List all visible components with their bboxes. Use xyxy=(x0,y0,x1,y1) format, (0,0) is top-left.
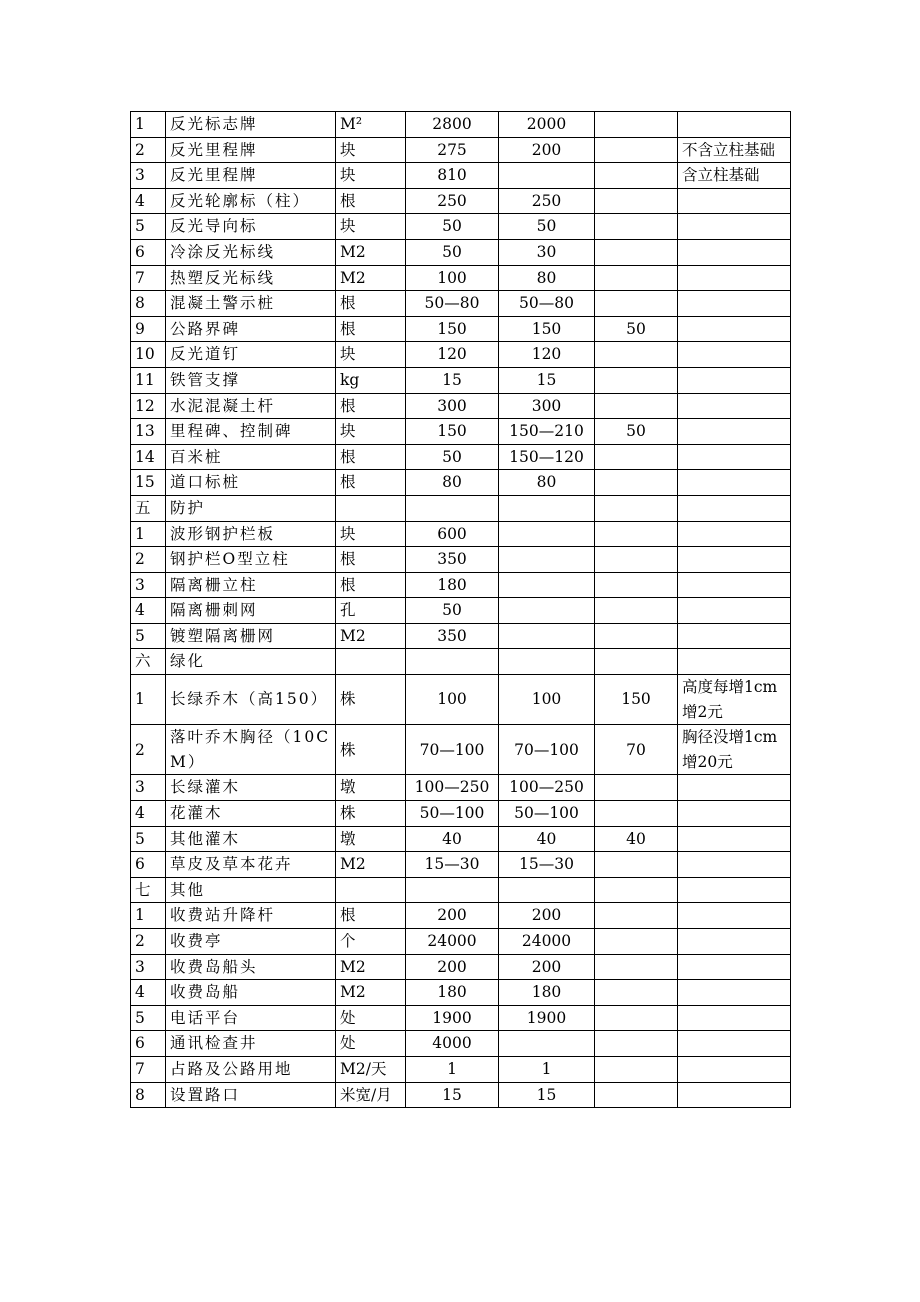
price-a: 350 xyxy=(406,623,499,649)
price-b: 150 xyxy=(499,316,595,342)
price-c xyxy=(595,214,678,240)
remark xyxy=(678,852,791,878)
unit: M2 xyxy=(336,852,406,878)
price-b: 30 xyxy=(499,239,595,265)
item-name: 混凝土警示桩 xyxy=(166,291,336,317)
unit: 根 xyxy=(336,572,406,598)
price-c xyxy=(595,775,678,801)
price-a: 15—30 xyxy=(406,852,499,878)
price-c xyxy=(595,1005,678,1031)
price-b: 1900 xyxy=(499,1005,595,1031)
row-number: 6 xyxy=(131,852,166,878)
unit xyxy=(336,649,406,675)
price-b: 300 xyxy=(499,393,595,419)
price-b: 200 xyxy=(499,137,595,163)
price-a: 150 xyxy=(406,316,499,342)
price-a: 50 xyxy=(406,598,499,624)
price-a: 350 xyxy=(406,547,499,573)
unit xyxy=(336,495,406,521)
price-c xyxy=(595,852,678,878)
price-a: 80 xyxy=(406,470,499,496)
row-number: 9 xyxy=(131,316,166,342)
table-row xyxy=(131,649,791,675)
item-name: 设置路口 xyxy=(166,1082,336,1108)
remark xyxy=(678,1056,791,1082)
price-b: 2000 xyxy=(499,112,595,138)
row-number: 五 xyxy=(131,495,166,521)
remark: 高度每增1cm增2元 xyxy=(678,675,791,725)
table-row xyxy=(131,954,791,980)
remark xyxy=(678,419,791,445)
price-b: 180 xyxy=(499,980,595,1006)
price-c xyxy=(595,1031,678,1057)
table-row xyxy=(131,775,791,801)
item-name: 通讯检查井 xyxy=(166,1031,336,1057)
item-name: 收费亭 xyxy=(166,929,336,955)
unit: 根 xyxy=(336,291,406,317)
price-b: 200 xyxy=(499,954,595,980)
row-number: 4 xyxy=(131,980,166,1006)
item-name: 水泥混凝土杆 xyxy=(166,393,336,419)
row-number: 5 xyxy=(131,214,166,240)
price-b: 150—210 xyxy=(499,419,595,445)
price-b: 80 xyxy=(499,265,595,291)
item-name: 冷涂反光标线 xyxy=(166,239,336,265)
table-row xyxy=(131,675,791,725)
item-name: 反光道钉 xyxy=(166,342,336,368)
price-c xyxy=(595,649,678,675)
price-c xyxy=(595,342,678,368)
price-b xyxy=(499,163,595,189)
table-row xyxy=(131,137,791,163)
price-c: 40 xyxy=(595,826,678,852)
item-name: 收费岛船头 xyxy=(166,954,336,980)
remark xyxy=(678,572,791,598)
item-name: 隔离栅立柱 xyxy=(166,572,336,598)
price-a: 275 xyxy=(406,137,499,163)
unit: M2/天 xyxy=(336,1056,406,1082)
price-a: 300 xyxy=(406,393,499,419)
item-name: 热塑反光标线 xyxy=(166,265,336,291)
remark: 不含立柱基础 xyxy=(678,137,791,163)
table-row xyxy=(131,826,791,852)
table-row xyxy=(131,419,791,445)
price-b xyxy=(499,572,595,598)
price-a xyxy=(406,649,499,675)
price-a: 15 xyxy=(406,1082,499,1108)
item-name: 落叶乔木胸径（10CM） xyxy=(166,725,336,775)
item-name: 草皮及草本花卉 xyxy=(166,852,336,878)
price-a: 50—80 xyxy=(406,291,499,317)
price-c xyxy=(595,112,678,138)
price-a: 1 xyxy=(406,1056,499,1082)
remark xyxy=(678,826,791,852)
price-b: 100 xyxy=(499,675,595,725)
remark xyxy=(678,316,791,342)
table-row xyxy=(131,188,791,214)
price-c xyxy=(595,801,678,827)
item-name: 百米桩 xyxy=(166,444,336,470)
price-c xyxy=(595,367,678,393)
remark xyxy=(678,367,791,393)
price-a: 200 xyxy=(406,954,499,980)
remark xyxy=(678,598,791,624)
table-row xyxy=(131,1056,791,1082)
unit: 根 xyxy=(336,547,406,573)
remark xyxy=(678,214,791,240)
table-body xyxy=(131,112,791,1108)
unit: 块 xyxy=(336,342,406,368)
item-name: 反光标志牌 xyxy=(166,112,336,138)
item-name: 反光里程牌 xyxy=(166,137,336,163)
remark xyxy=(678,1082,791,1108)
table-row xyxy=(131,929,791,955)
price-c xyxy=(595,929,678,955)
price-b: 40 xyxy=(499,826,595,852)
table-row xyxy=(131,725,791,775)
item-name: 公路界碑 xyxy=(166,316,336,342)
item-name: 花灌木 xyxy=(166,801,336,827)
price-b xyxy=(499,521,595,547)
remark xyxy=(678,342,791,368)
price-c xyxy=(595,393,678,419)
table-row xyxy=(131,801,791,827)
unit: 株 xyxy=(336,801,406,827)
price-a xyxy=(406,495,499,521)
remark xyxy=(678,188,791,214)
table-row xyxy=(131,623,791,649)
row-number: 11 xyxy=(131,367,166,393)
unit: 株 xyxy=(336,725,406,775)
item-name: 防护 xyxy=(166,495,336,521)
table-row xyxy=(131,877,791,903)
unit: 株 xyxy=(336,675,406,725)
price-b xyxy=(499,598,595,624)
price-c xyxy=(595,877,678,903)
price-c xyxy=(595,163,678,189)
price-b: 200 xyxy=(499,903,595,929)
price-c xyxy=(595,1056,678,1082)
price-c xyxy=(595,903,678,929)
item-name: 反光里程牌 xyxy=(166,163,336,189)
remark xyxy=(678,623,791,649)
item-name: 波形钢护栏板 xyxy=(166,521,336,547)
price-b xyxy=(499,1031,595,1057)
remark xyxy=(678,954,791,980)
unit: 根 xyxy=(336,470,406,496)
price-c xyxy=(595,291,678,317)
item-name: 反光轮廓标（柱） xyxy=(166,188,336,214)
price-b: 150—120 xyxy=(499,444,595,470)
unit: M2 xyxy=(336,623,406,649)
row-number: 13 xyxy=(131,419,166,445)
remark xyxy=(678,444,791,470)
item-name: 镀塑隔离栅网 xyxy=(166,623,336,649)
price-b: 250 xyxy=(499,188,595,214)
unit: M2 xyxy=(336,980,406,1006)
remark xyxy=(678,291,791,317)
row-number: 8 xyxy=(131,1082,166,1108)
remark xyxy=(678,547,791,573)
row-number: 4 xyxy=(131,801,166,827)
price-c xyxy=(595,980,678,1006)
price-b: 50—80 xyxy=(499,291,595,317)
price-a: 2800 xyxy=(406,112,499,138)
row-number: 6 xyxy=(131,239,166,265)
price-a: 180 xyxy=(406,572,499,598)
remark xyxy=(678,393,791,419)
remark xyxy=(678,1005,791,1031)
table-row xyxy=(131,239,791,265)
row-number: 1 xyxy=(131,112,166,138)
unit: 块 xyxy=(336,163,406,189)
table-row xyxy=(131,1031,791,1057)
price-b: 24000 xyxy=(499,929,595,955)
item-name: 隔离栅刺网 xyxy=(166,598,336,624)
remark xyxy=(678,929,791,955)
row-number: 14 xyxy=(131,444,166,470)
price-a: 40 xyxy=(406,826,499,852)
price-c xyxy=(595,1082,678,1108)
row-number: 4 xyxy=(131,598,166,624)
price-b: 50 xyxy=(499,214,595,240)
remark xyxy=(678,903,791,929)
price-b xyxy=(499,547,595,573)
price-c xyxy=(595,188,678,214)
price-c xyxy=(595,954,678,980)
price-b: 15 xyxy=(499,367,595,393)
table-row xyxy=(131,980,791,1006)
table-row xyxy=(131,214,791,240)
remark: 含立柱基础 xyxy=(678,163,791,189)
table-row xyxy=(131,393,791,419)
row-number: 3 xyxy=(131,954,166,980)
price-a: 120 xyxy=(406,342,499,368)
item-name: 占路及公路用地 xyxy=(166,1056,336,1082)
unit: 块 xyxy=(336,137,406,163)
item-name: 里程碑、控制碑 xyxy=(166,419,336,445)
row-number: 6 xyxy=(131,1031,166,1057)
price-a: 70—100 xyxy=(406,725,499,775)
price-b xyxy=(499,495,595,521)
price-c xyxy=(595,572,678,598)
unit: 块 xyxy=(336,214,406,240)
table-row xyxy=(131,342,791,368)
price-a: 150 xyxy=(406,419,499,445)
remark xyxy=(678,801,791,827)
price-c xyxy=(595,495,678,521)
price-a: 50 xyxy=(406,214,499,240)
row-number: 1 xyxy=(131,521,166,547)
row-number: 12 xyxy=(131,393,166,419)
price-b xyxy=(499,623,595,649)
unit: 墩 xyxy=(336,775,406,801)
unit: 个 xyxy=(336,929,406,955)
price-a: 50 xyxy=(406,444,499,470)
table-row xyxy=(131,291,791,317)
table-row xyxy=(131,903,791,929)
remark xyxy=(678,495,791,521)
price-a: 200 xyxy=(406,903,499,929)
remark xyxy=(678,265,791,291)
unit: 处 xyxy=(336,1031,406,1057)
row-number: 10 xyxy=(131,342,166,368)
item-name: 反光导向标 xyxy=(166,214,336,240)
price-a: 180 xyxy=(406,980,499,1006)
remark xyxy=(678,470,791,496)
unit: 块 xyxy=(336,521,406,547)
row-number: 2 xyxy=(131,929,166,955)
item-name: 钢护栏O型立柱 xyxy=(166,547,336,573)
price-c xyxy=(595,239,678,265)
row-number: 7 xyxy=(131,265,166,291)
table-row xyxy=(131,444,791,470)
row-number: 1 xyxy=(131,903,166,929)
price-table xyxy=(130,111,791,1108)
table-row xyxy=(131,852,791,878)
unit: M2 xyxy=(336,265,406,291)
remark xyxy=(678,980,791,1006)
table-row xyxy=(131,1082,791,1108)
remark xyxy=(678,1031,791,1057)
row-number: 六 xyxy=(131,649,166,675)
price-b: 15—30 xyxy=(499,852,595,878)
remark: 胸径没增1cm增20元 xyxy=(678,725,791,775)
table-row xyxy=(131,572,791,598)
unit xyxy=(336,877,406,903)
row-number: 1 xyxy=(131,675,166,725)
table-row xyxy=(131,547,791,573)
row-number: 2 xyxy=(131,137,166,163)
price-b: 1 xyxy=(499,1056,595,1082)
unit: M2 xyxy=(336,239,406,265)
unit: 根 xyxy=(336,393,406,419)
item-name: 长绿灌木 xyxy=(166,775,336,801)
item-name: 道口标桩 xyxy=(166,470,336,496)
remark xyxy=(678,239,791,265)
unit: 块 xyxy=(336,419,406,445)
table-row xyxy=(131,598,791,624)
price-b: 15 xyxy=(499,1082,595,1108)
table-row xyxy=(131,470,791,496)
item-name: 绿化 xyxy=(166,649,336,675)
price-a: 600 xyxy=(406,521,499,547)
item-name: 其他灌木 xyxy=(166,826,336,852)
unit: 根 xyxy=(336,188,406,214)
price-b: 120 xyxy=(499,342,595,368)
price-a: 50 xyxy=(406,239,499,265)
price-a: 100—250 xyxy=(406,775,499,801)
unit: 孔 xyxy=(336,598,406,624)
table-row xyxy=(131,521,791,547)
price-c: 50 xyxy=(595,316,678,342)
price-b: 80 xyxy=(499,470,595,496)
remark xyxy=(678,877,791,903)
row-number: 3 xyxy=(131,163,166,189)
row-number: 5 xyxy=(131,623,166,649)
price-b xyxy=(499,649,595,675)
row-number: 七 xyxy=(131,877,166,903)
price-c xyxy=(595,623,678,649)
price-a: 1900 xyxy=(406,1005,499,1031)
remark xyxy=(678,112,791,138)
price-c xyxy=(595,444,678,470)
price-c xyxy=(595,598,678,624)
price-a: 15 xyxy=(406,367,499,393)
table-row xyxy=(131,1005,791,1031)
price-c xyxy=(595,547,678,573)
price-c: 70 xyxy=(595,725,678,775)
table-row xyxy=(131,495,791,521)
table-row xyxy=(131,112,791,138)
row-number: 7 xyxy=(131,1056,166,1082)
item-name: 铁管支撑 xyxy=(166,367,336,393)
price-c xyxy=(595,137,678,163)
item-name: 收费站升降杆 xyxy=(166,903,336,929)
row-number: 4 xyxy=(131,188,166,214)
unit: M² xyxy=(336,112,406,138)
price-a: 24000 xyxy=(406,929,499,955)
price-c xyxy=(595,521,678,547)
remark xyxy=(678,775,791,801)
unit: 米宽/月 xyxy=(336,1082,406,1108)
row-number: 8 xyxy=(131,291,166,317)
row-number: 2 xyxy=(131,725,166,775)
price-a: 100 xyxy=(406,675,499,725)
unit: kg xyxy=(336,367,406,393)
price-c xyxy=(595,470,678,496)
price-a: 4000 xyxy=(406,1031,499,1057)
price-b: 100—250 xyxy=(499,775,595,801)
unit: 根 xyxy=(336,316,406,342)
unit: 处 xyxy=(336,1005,406,1031)
price-a: 810 xyxy=(406,163,499,189)
row-number: 5 xyxy=(131,826,166,852)
price-a xyxy=(406,877,499,903)
remark xyxy=(678,521,791,547)
price-a: 250 xyxy=(406,188,499,214)
item-name: 收费岛船 xyxy=(166,980,336,1006)
unit: 墩 xyxy=(336,826,406,852)
price-c xyxy=(595,265,678,291)
price-b: 50—100 xyxy=(499,801,595,827)
table-row xyxy=(131,163,791,189)
row-number: 5 xyxy=(131,1005,166,1031)
row-number: 3 xyxy=(131,775,166,801)
price-c: 150 xyxy=(595,675,678,725)
row-number: 15 xyxy=(131,470,166,496)
table-row xyxy=(131,367,791,393)
item-name: 电话平台 xyxy=(166,1005,336,1031)
price-a: 100 xyxy=(406,265,499,291)
item-name: 长绿乔木（高150） xyxy=(166,675,336,725)
row-number: 2 xyxy=(131,547,166,573)
price-b: 70—100 xyxy=(499,725,595,775)
row-number: 3 xyxy=(131,572,166,598)
table-row xyxy=(131,265,791,291)
price-c: 50 xyxy=(595,419,678,445)
item-name: 其他 xyxy=(166,877,336,903)
price-a: 50—100 xyxy=(406,801,499,827)
unit: 根 xyxy=(336,444,406,470)
unit: 根 xyxy=(336,903,406,929)
table-row xyxy=(131,316,791,342)
remark xyxy=(678,649,791,675)
unit: M2 xyxy=(336,954,406,980)
price-b xyxy=(499,877,595,903)
